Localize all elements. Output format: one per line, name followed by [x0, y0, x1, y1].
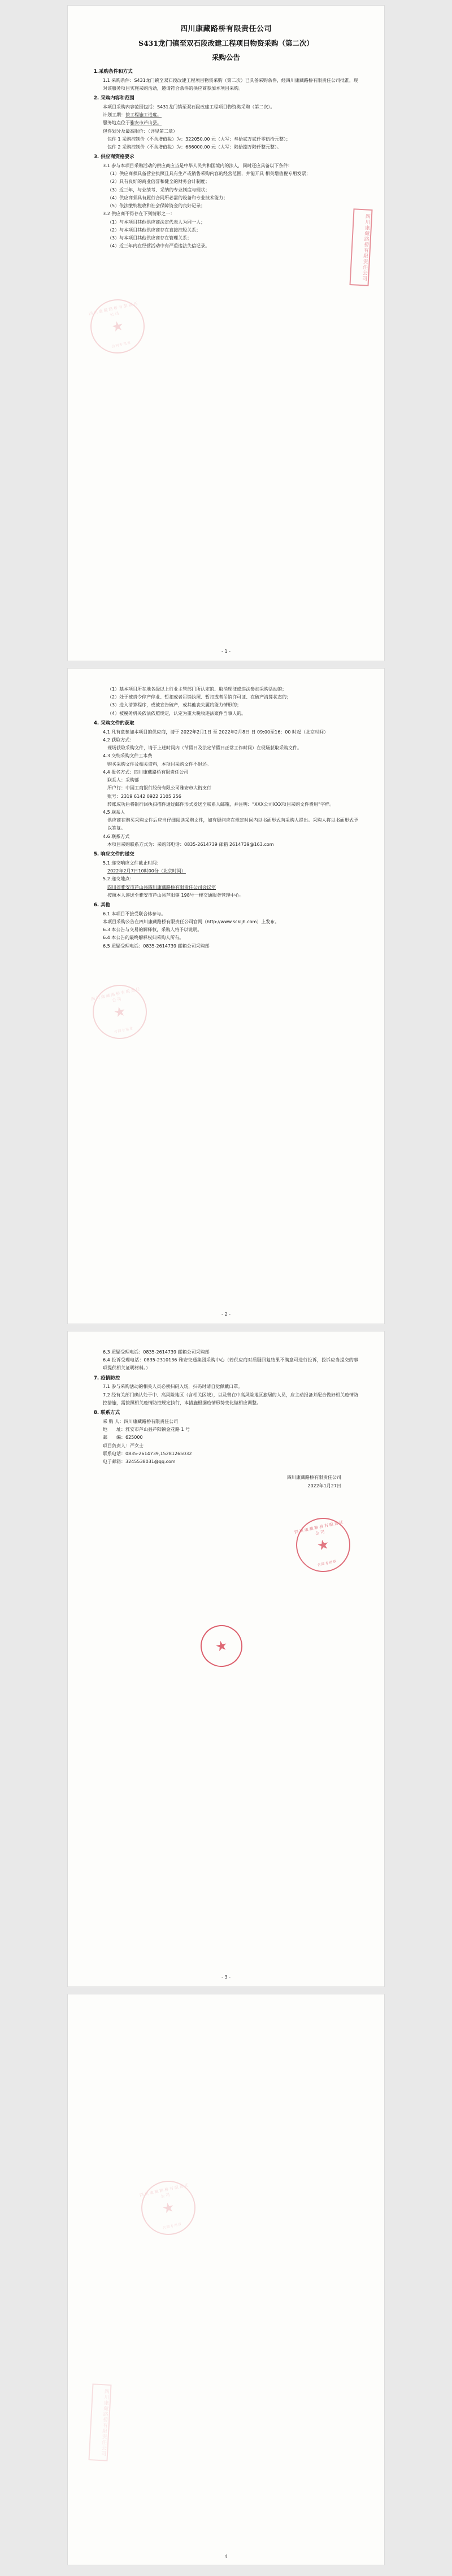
address-label: 地 址： [103, 1427, 125, 1433]
section-4-6-detail: 本项目采购联系方式为：采购部电话：0835-2614739 邮箱 2614739@163.com [107, 841, 274, 847]
section-8-heading: 8. 联系方式 [94, 1410, 120, 1416]
location-label: 服务地点位于 [103, 120, 130, 126]
email-label: 电子邮箱： [103, 1459, 125, 1465]
section-4-3: 4.3 交纳采购文件工本费 [103, 753, 153, 759]
package-1-price: 包件 1 采购控制价（不含增值税）为：322050.00 元（大写：叁拾贰万贰仟零伍拾元整）； [107, 136, 290, 142]
round-seal-shape-4 [197, 1621, 246, 1671]
official-seal-signature [296, 1518, 350, 1572]
section-4-3-detail: 购买采购文件及相关资料，本项目采购文件不退还。 [107, 761, 211, 767]
section-4-1: 4.1 凡有意参加本项目的供应商，请于 2022年2月1日 至 2022年2月8日 日 09:00至16：00 时起（北京时间） [103, 729, 329, 735]
qualification-2: （2）具有良好的商业信誉和健全的财务会计制度； [107, 179, 210, 185]
bank-contact: 联系人：采购部 [107, 778, 139, 783]
section-5-heading: 5. 响应文件的递交 [94, 852, 134, 858]
section-3-heading: 3. 供应商资格要求 [94, 154, 134, 160]
doc-type-title: 采购公告 [211, 53, 240, 62]
section-6-1: 6.1 本项目不接受联合体参与。 [103, 911, 166, 916]
company-title: 四川康藏路桥有限责任公司 [180, 25, 272, 33]
round-seal-page1 [90, 299, 145, 353]
star-icon-4: ★ [214, 1637, 229, 1655]
section-7-1: 7.1 参与采购活动的相关人员必须扫码入场，扫码时请自觉佩戴口罩。 [103, 1384, 243, 1390]
vertical-seal-text: 四川康藏路桥有限责任公司 [349, 208, 372, 286]
section-7-heading: 7. 疫情防控 [94, 1375, 120, 1381]
section-4-4: 4.4 报名方式：四川康藏路桥有限责任公司 [103, 769, 189, 775]
bank-account: 账号：2319 6142 0922 2105 256 [107, 793, 181, 799]
submission-deadline: 2022年2月7日10时00分（北京时间） [107, 868, 186, 874]
address-row [94, 1426, 358, 1434]
star-icon: ★ [110, 317, 125, 335]
signature-block [94, 1474, 358, 1490]
star-icon-2: ★ [112, 1003, 128, 1021]
section-4-5: 4.5 联系人 [103, 810, 125, 815]
section-3-1: 3.1 参与本项目采购活动的供应商应当是中华人民共和国境内的法人，同时还应具备以下条件： [103, 163, 293, 168]
round-seal-top-text-3: 四川康藏路桥有限责任公司 [294, 1520, 345, 1536]
section-3-2: 3.2 供应商不得存在下列情形之一： [103, 211, 175, 217]
buyer-label: 采 购 人： [103, 1418, 124, 1424]
schedule-label: 计划工期： [103, 112, 125, 118]
exclusion-4: （4）被税务机关依法依照规定，认定为重大税收违法案件当事人的。 [107, 710, 246, 716]
section-5-2: 5.2 递交地点： [103, 876, 134, 882]
qualification-4: （4）供应商须具有履行合同所必需的设备和专业技术能力； [107, 195, 228, 200]
tel-value: 0835-2614739,15281265032 [125, 1451, 192, 1456]
address-value: 雅安市芦山县芦阳镇金花路 1 号 [125, 1427, 190, 1433]
vertical-seal-page4 [90, 2384, 110, 2461]
email-value: 3245538031@qq.com [125, 1459, 176, 1465]
schedule-value: 按工程施工进度。 [125, 112, 162, 118]
email-row [94, 1458, 358, 1466]
signature-org: 四川康藏路桥有限责任公司 [287, 1475, 341, 1481]
section-2-heading: 2. 采购内容和范围 [94, 95, 134, 102]
page-4 [68, 1994, 384, 2565]
disqualification-3: （3）与本项目其他供应商存在管理关系； [107, 235, 192, 241]
round-seal-shape-3 [291, 1513, 355, 1577]
round-seal-shape-2 [88, 980, 152, 1044]
exclusion-1: （1）基本项目所在地各级以上行业主管部门所认定的、取消现征或违法参加采购活动的； [107, 687, 287, 692]
section-2-3 [94, 119, 358, 127]
section-6-5: 6.5 质疑受理电话：0835-2614739 邮箱公司采购部 [103, 943, 210, 949]
section-2-1: 本项目采购内容范围包括：S431龙门镇至双石段改建工程项目物资类采购（第二次）。 [103, 104, 275, 110]
section-1-heading: 1.采购条件和方式 [94, 68, 133, 75]
section-5-1: 5.1 递交响应文件截止时间： [103, 860, 162, 866]
contact-row [94, 1442, 358, 1450]
round-seal-bottom-text: 合同专用章 [111, 340, 132, 349]
round-seal-bottom-text-5: 合同专用章 [162, 2222, 182, 2230]
page-1 [68, 6, 384, 661]
section-6-4-p3: 6.4 投诉受理电话：0835-2310136 雅安交通集团采购中心（若供应商对质疑回复结果不满意可进行投诉，投诉应当提交的事项提供相关证明材料。） [103, 1357, 358, 1371]
section-6-2: 本项目采购公告在四川康藏路桥有限责任公司官网（http://www.sckljh.com）上发布。 [103, 919, 280, 925]
disqualification-1: （1）与本项目其他供应商法定代表人为同一人； [107, 219, 206, 225]
page-3 [68, 1331, 384, 1986]
round-seal-shape-5 [136, 2176, 201, 2240]
section-4-6: 4.6 联系方式 [103, 833, 130, 839]
section-1-1-text: S431龙门镇至双石段改建工程项目物资采购（第二次）已具备采购条件，经四川康藏路桥有限责任公司批准，现对该服务项目实施采购活动，邀请符合条件的供应商参加本项目采购。 [103, 77, 359, 91]
section-6-heading: 6. 其他 [94, 902, 111, 909]
round-seal-top-text: 四川康藏路桥有限责任公司 [88, 301, 140, 318]
section-4-heading: 4. 采购文件的获取 [94, 720, 134, 726]
section-1-1 [94, 77, 358, 93]
tel-label: 联系电话： [103, 1451, 125, 1456]
official-seal-center [201, 1625, 242, 1667]
vertical-seal-text-4: 四川康藏路桥有限责任公司 [88, 2383, 111, 2461]
section-1-1-label: 1.1 采购条件： [103, 77, 134, 83]
tel-row [94, 1450, 358, 1458]
disqualification-2: （2）与本项目其他供应商存在直接控股关系； [107, 227, 201, 233]
section-6-3-p3: 6.3 质疑受理电话：0835-2614739 邮箱公司采购部 [103, 1350, 210, 1355]
page-2 [68, 669, 384, 1324]
section-2-2 [94, 111, 358, 119]
exclusion-2: （2）处于被责令停产停业、暂扣或者吊销执照、暂扣或者吊销许可证、在破产清算状态的； [107, 695, 292, 700]
section-6-4: 6.4 本公告的最终解释权归采购人所有。 [103, 935, 184, 941]
qualification-1: （1）供应商须具备营业执照且具有生产或销售采购内容的经营范围，并能开具 相关增值税专用发票； [107, 171, 311, 177]
contact-label: 项目负责人： [103, 1443, 130, 1448]
section-4-2-detail: 现场获取采购文件，请于上述时间内（节假日及法定节假日正常工作时间）在现场获取采购文件。 [107, 745, 302, 751]
buyer-row [94, 1418, 358, 1426]
page-number-3: - 3 - [221, 1975, 231, 1980]
round-seal-shape [85, 294, 150, 359]
round-seal-top-text-2: 四川康藏路桥有限责任公司 [90, 986, 142, 1003]
qualification-5: （5）依法缴纳税收和社会保障资金的良好记录； [107, 203, 206, 209]
round-seal-bottom-text-2: 合同专用章 [114, 1026, 134, 1034]
package-2-price: 包件 2 采购控制价（不含增值税）为：686000.00 元（大写：陆拾捌万陆仟整元整）。 [107, 145, 281, 150]
page-number-4: 4 [224, 2554, 228, 2559]
round-seal-page4 [141, 2181, 195, 2235]
round-seal-page2 [90, 985, 147, 1039]
submission-note: 按照本人递送至雅安市芦山县芦阳镇 198号一楼交通服务管理中心。 [107, 892, 244, 898]
section-4-4-detail: 转账成功后将银行回执扫描件通过邮件形式发送至联系人邮箱，并注明：“XXX公司XXX项目采购文件费用”字样。 [107, 801, 334, 807]
section-7-2: 7.2 经有关部门确认处于中、高风险地区（含相关区域），以及曾在中高风险地区旅居的人员，应主动报备并配合做好相关疫情防控措施，需按照相关疫情防控规定执行，本措施根据疫情形势变化做相应调整。 [103, 1392, 358, 1405]
contact-value: 严女士 [130, 1443, 144, 1448]
section-6-3: 6.3 本公告与交易的解释权，采购人将予以说明。 [103, 927, 202, 933]
signature-date: 2022年1月27日 [307, 1483, 341, 1488]
section-4-5-detail: 供应商在购买采购文件后应当仔细阅读采购文件，如有疑问应在规定时间内以书面形式向采购人提出。采购人将以书面形式予以答复。 [107, 818, 358, 831]
location-value: 雅安市芦山县。 [130, 120, 162, 126]
section-4-2: 4.2 获取方式： [103, 737, 134, 743]
page-number-1: - 1 - [221, 649, 231, 654]
project-title: S431龙门镇至双石段改建工程项目物资采购（第二次） [138, 38, 314, 47]
star-icon-3: ★ [315, 1536, 331, 1554]
zip-label: 邮 编： [103, 1435, 125, 1440]
qualification-3: （3）近三年，与业绩考、采纳的专业制度与现状； [107, 187, 210, 193]
buyer-value: 四川康藏路桥有限责任公司 [124, 1418, 179, 1424]
exclusion-3: （3）进入清算程序，或被宣告破产，或其他丧失履约能力情形的； [107, 702, 242, 708]
star-icon-5: ★ [160, 2199, 176, 2217]
disqualification-4: （4）近三年内在经营活动中有严重违法失信记录。 [107, 243, 210, 249]
page-number-2: - 2 - [221, 1312, 231, 1317]
round-seal-bottom-text-3: 合同专用章 [317, 1559, 337, 1568]
zip-value: 625000 [125, 1435, 143, 1440]
round-seal-top-text-5: 四川康藏路桥有限责任公司 [139, 2182, 190, 2199]
zip-row [94, 1434, 358, 1442]
bank-name: 所户行：中国工商银行股份有限公司雅安市大街支行 [107, 785, 211, 791]
section-2-4: 包件划分及最高限价：（详见第二章） [103, 128, 177, 134]
submission-location: 四川省雅安市芦山县四川康藏路桥有限责任公司会议室 [107, 884, 216, 890]
